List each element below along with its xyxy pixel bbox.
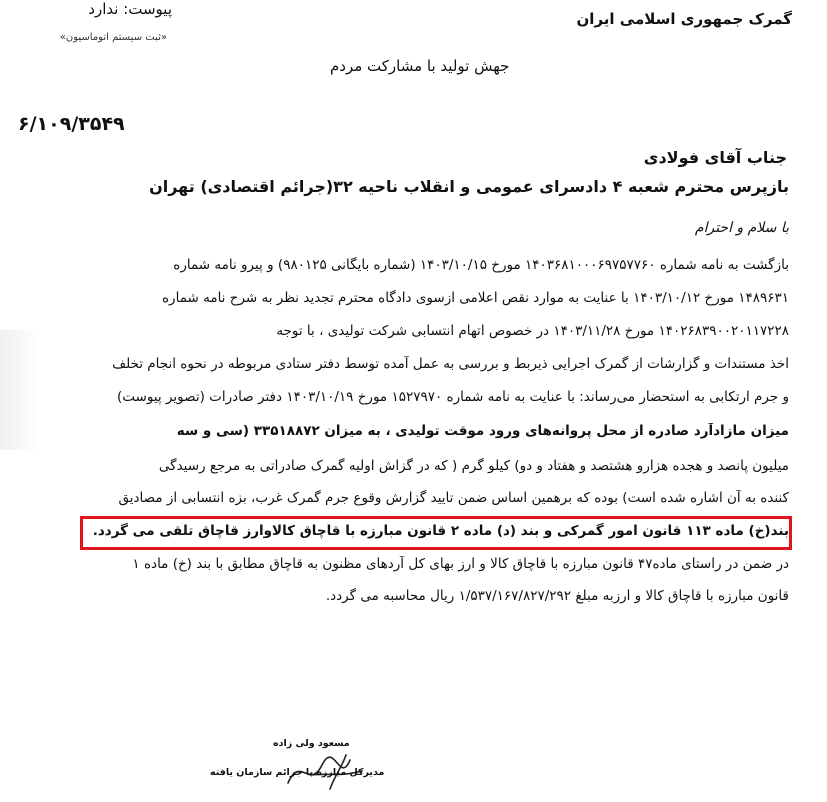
body-line-6: میزان مازادآرد صادره از محل پروانه‌های ورود موقت تولیدی ، به میزان ۳۳۵۱۸۸۷۲ (سی و سه (176, 423, 789, 439)
attachment-label: پیوست: ندارد (88, 0, 172, 18)
letter-number: ۶/۱۰۹/۳۵۴۹ (18, 113, 125, 135)
slogan: جهش تولید با مشارکت مردم (330, 57, 510, 75)
body-line-3: ۱۴۰۲۶۸۳۹۰۰۲۰۱۱۷۲۲۸ مورخ ۱۴۰۳/۱۱/۲۸ در خصوص اتهام انتسابی شرکت تولیدی ، با توجه (276, 323, 789, 339)
signer-title: مدیرکل مبارزه با جرائم سازمان یافته (210, 767, 385, 778)
attachment-note: «ثبت سیستم اتوماسیون» (59, 32, 167, 43)
signer-name: مسعود ولی زاده (273, 738, 350, 749)
greeting: با سلام و احترام (694, 220, 789, 236)
highlight-box (80, 516, 792, 550)
recipient-name: جناب آقای فولادی (643, 148, 787, 167)
body-line-8: کننده به آن اشاره شده است) بوده که برهمین اساس ضمن تایید گزارش وقوع جرم گمرک غرب، بزه انتسابی از مصادیق (118, 490, 789, 506)
body-line-4: اخذ مستندات و گزارشات از گمرک اجرایی ذیربط و بررسی به عمل آمده توسط دفتر ستادی مربوطه در نحوه انجام تخلف (112, 356, 789, 372)
body-line-highlighted: بند(خ) ماده ۱۱۳ قانون امور گمرکی و بند (د) ماده ۲ قانون مبارزه با قاچاق کالاوارز قاچاق تلقی می گردد. (92, 523, 789, 539)
body-line-10: در ضمن در راستای ماده۴۷ قانون مبارزه با قاچاق کالا و ارز بهای کل آردهای مظنون به قاچاق مطابق با بند (خ) ماده ۱ (132, 556, 789, 572)
body-line-2: ۱۴۸۹۶۳۱ مورخ ۱۴۰۳/۱۰/۱۲ با عنایت به موارد نقص اعلامی ازسوی دادگاه محترم تجدید نظر به شرح نامه شماره (161, 290, 789, 306)
body-line-7: میلیون پانصد و هجده هزارو هشتصد و هفتاد و دو) کیلو گرم ( که در گزاش اولیه گمرک صادراتی به مرجع رسیدگی (158, 458, 789, 474)
organization-name: گمرک جمهوری اسلامی ایران (576, 10, 792, 28)
recipient-title: بازپرس محترم شعبه ۴ دادسرای عمومی و انقلاب ناحیه ۳۲(جرائم اقتصادی) تهران (149, 177, 789, 196)
body-line-11: قانون مبارزه با قاچاق کالا و ارزبه مبلغ ۱/۵۳۷/۱۶۷/۸۲۷/۲۹۲ ریال محاسبه می گردد. (325, 588, 789, 604)
body-line-1: بازگشت به نامه شماره ۱۴۰۳۶۸۱۰۰۰۶۹۷۵۷۷۶۰ مورخ ۱۴۰۳/۱۰/۱۵ (شماره بایگانی ۹۸۰۱۲۵) و پیرو نامه شماره (173, 257, 789, 273)
body-line-5: و جرم ارتکابی به استحضار می‌رساند: با عنایت به نامه شماره ۱۵۲۷۹۷۰ مورخ ۱۴۰۳/۱۰/۱۹ دفتر صادرات (تصویر پیوست) (117, 389, 789, 405)
